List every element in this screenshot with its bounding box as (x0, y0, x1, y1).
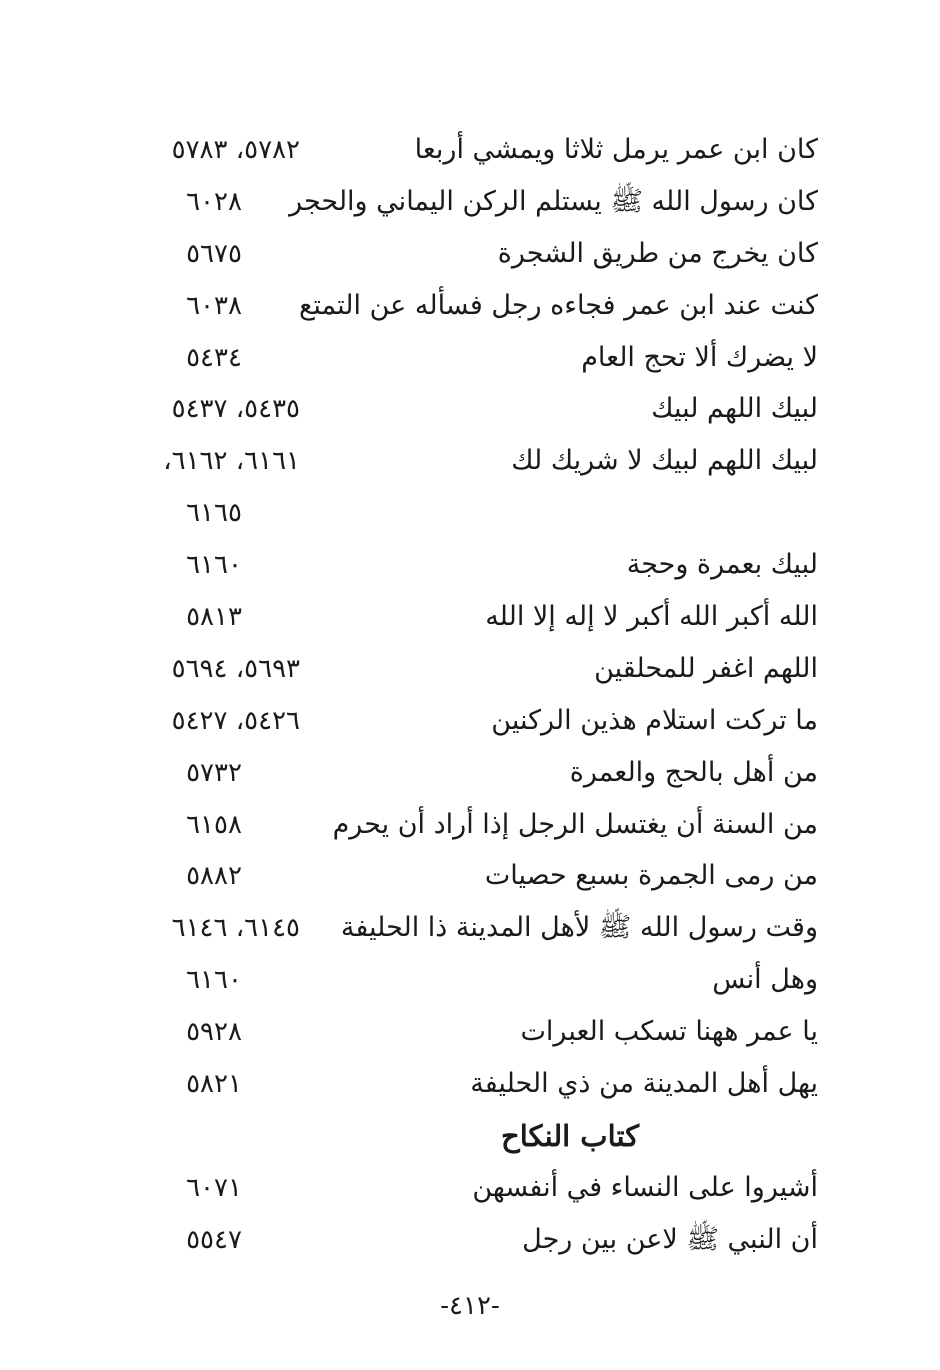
index-entry (0, 280, 940, 332)
entry-refs: ٦٠٣٨ (186, 290, 242, 321)
entry-phrase: من أهل بالحج والعمرة (569, 756, 818, 788)
section-heading: كتاب النكاح (500, 1118, 640, 1153)
index-entry (0, 176, 940, 228)
entry-refs: ٥٦٩٣، ٥٦٩٤ (171, 653, 300, 684)
entry-refs: ٥٧٣٢ (186, 757, 242, 788)
entry-refs: ٦٠٧١ (186, 1172, 242, 1203)
entry-phrase: لبيك اللهم لبيك (651, 393, 818, 425)
entry-phrase: أن النبي ﷺ لاعن بين رجل (522, 1223, 818, 1255)
entry-refs: ٥٦٧٥ (186, 238, 242, 269)
page-number: -٤١٢- (440, 1291, 500, 1321)
index-entry (0, 902, 940, 954)
entry-phrase: كان ابن عمر يرمل ثلاثا ويمشي أربعا (414, 134, 818, 165)
index-entry (0, 591, 940, 643)
index-entry (0, 1058, 940, 1110)
entry-refs: ٦٠٢٨ (186, 186, 242, 217)
entry-refs: ٦١٦٠ (186, 550, 242, 581)
index-entry (0, 1214, 940, 1266)
index-entry (0, 747, 940, 799)
index-entry (0, 850, 940, 902)
entry-refs: ٦١٥٨ (186, 809, 242, 840)
index-entry-continuation (0, 487, 940, 539)
entry-phrase: يا عمر ههنا تسكب العبرات (520, 1016, 818, 1048)
entry-phrase: ما تركت استلام هذين الركنين (491, 704, 818, 736)
section-heading-row (0, 1110, 940, 1162)
entry-phrase: كان رسول الله ﷺ يستلم الركن اليماني والحجر (289, 185, 818, 217)
entry-refs: ٥٨٨٢ (186, 861, 242, 892)
entry-phrase: لبيك اللهم لبيك لا شريك لك (511, 445, 818, 477)
entry-phrase: اللهم اغفر للمحلقين (594, 652, 818, 684)
index-entry (0, 435, 940, 487)
entry-phrase: لبيك بعمرة وحجة (626, 549, 818, 581)
index-entry (0, 1162, 940, 1214)
index-entries (0, 124, 940, 1266)
entry-phrase: من السنة أن يغتسل الرجل إذا أراد أن يحرم (332, 808, 818, 840)
entry-phrase: الله أكبر الله أكبر لا إله إلا الله (485, 601, 818, 633)
entry-phrase: أشيروا على النساء في أنفسهن (472, 1171, 818, 1203)
entry-refs: ٥٤٢٦، ٥٤٢٧ (171, 705, 300, 736)
index-entry (0, 332, 940, 384)
entry-phrase: وهل أنس (712, 964, 818, 996)
entry-refs: ٥٤٣٥، ٥٤٣٧ (171, 394, 300, 425)
entry-refs: ٥٩٢٨ (186, 1017, 242, 1048)
entry-refs: ٥٤٣٤ (186, 342, 242, 373)
index-entry (0, 954, 940, 1006)
index-entry (0, 124, 940, 176)
entry-phrase: وقت رسول الله ﷺ لأهل المدينة ذا الحليفة (340, 912, 818, 944)
entry-phrase: كنت عند ابن عمر فجاءه رجل فسأله عن التمتع (299, 289, 818, 321)
entry-refs: ٦١٦٥ (186, 498, 242, 529)
entry-refs: ٥٥٤٧ (186, 1224, 242, 1255)
index-entry (0, 695, 940, 747)
entry-phrase: كان يخرج من طريق الشجرة (497, 237, 818, 269)
entry-phrase: لا يضرك ألا تحج العام (581, 341, 818, 373)
index-entry (0, 799, 940, 851)
entry-refs: ٥٧٨٢، ٥٧٨٣ (171, 135, 300, 165)
entry-phrase: يهل أهل المدينة من ذي الحليفة (470, 1068, 818, 1100)
index-entry (0, 1006, 940, 1058)
entry-refs: ٥٨٢١ (186, 1069, 242, 1100)
index-entry (0, 539, 940, 591)
index-entry (0, 383, 940, 435)
entry-refs: ٥٨١٣ (186, 602, 242, 633)
entry-phrase: من رمى الجمرة بسبع حصيات (484, 860, 818, 892)
entry-refs: ٦١٤٥، ٦١٤٦ (171, 913, 300, 944)
index-entry (0, 643, 940, 695)
index-entry (0, 228, 940, 280)
entry-refs: ٦١٦١، ٦١٦٢، (163, 446, 300, 477)
entry-refs: ٦١٦٠ (186, 965, 242, 996)
